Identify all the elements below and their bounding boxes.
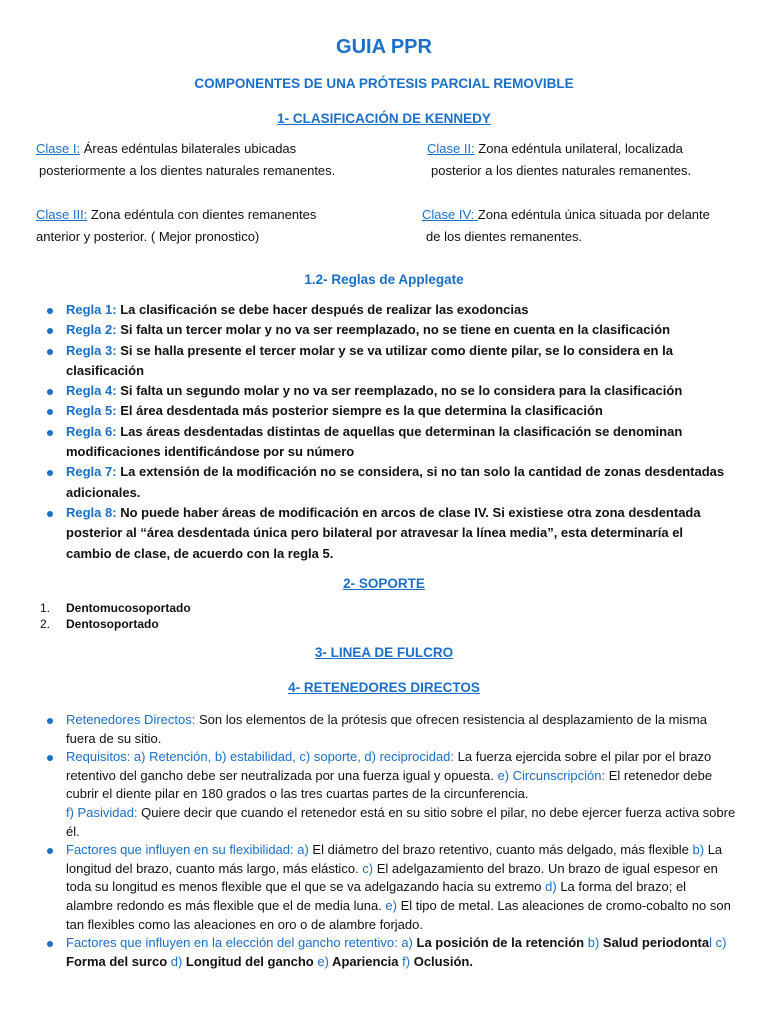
fulcro-heading-text: 3- LINEA DE FULCRO: [314, 645, 454, 660]
rule-label: Regla 6:: [66, 423, 117, 439]
rule-item: [46, 422, 726, 463]
clase-4-label: Clase IV:: [422, 207, 478, 222]
item-text-f: Oclusión.: [410, 953, 473, 969]
clase-2-line1: Zona edéntula unilateral, localizada: [474, 141, 683, 156]
item-text-a: La posición de la retención: [412, 935, 588, 951]
list-text: Dentosoportado: [66, 616, 159, 631]
item-label-d: d): [545, 879, 557, 895]
clase-3: [36, 204, 316, 248]
list-item: [46, 841, 736, 934]
item-label-b: b): [587, 935, 600, 951]
rule-label: Regla 5:: [66, 403, 117, 419]
soporte-heading-text: 2- SOPORTE: [343, 576, 425, 591]
item-label-f: f): [402, 953, 411, 969]
rule-item: [46, 300, 726, 320]
clase-4: [422, 204, 710, 248]
kennedy-heading: [0, 111, 768, 126]
list-item: [46, 748, 736, 841]
item-text: Son los elementos de la prótesis que ofrecen resistencia al desplazamiento de la misma fuera de su sitio.: [66, 712, 707, 746]
item-label-d: d): [170, 953, 183, 969]
rule-text: El área desdentada más posterior siempre es la que determina la clasificación: [116, 403, 603, 419]
list-item: [40, 601, 191, 617]
rule-text: La extensión de la modificación no se considera, si no tan solo la cantidad de zonas desdentadas adicionales.: [66, 464, 725, 500]
item-text-b: Salud periodonta: [599, 935, 710, 951]
clase-1-line2: posteriormente a los dientes naturales remanentes.: [39, 163, 336, 178]
item-label-b: b): [692, 842, 705, 858]
clase-3-line1: Zona edéntula con dientes remanentes: [87, 207, 317, 222]
clase-4-line2: de los dientes remanentes.: [426, 229, 583, 244]
rule-item: [46, 381, 726, 401]
list-number: 1.: [40, 601, 51, 615]
clase-2-line2: posterior a los dientes naturales remanentes.: [431, 163, 692, 178]
page-subtitle: COMPONENTES DE UNA PRÓTESIS PARCIAL REMOVIBLE: [194, 76, 574, 91]
item-text-e: El retenedor debe cubrir el diente pilar en 180 grados o las tres cuartas partes de la circunferencia.: [66, 767, 713, 802]
item-text: La fuerza ejercida sobre el pilar por el brazo retentivo del gancho debe ser neutralizada por una fuerza igual y opuesta.: [66, 749, 712, 783]
rule-label: Regla 2:: [66, 322, 117, 338]
clase-1-line1: Áreas edéntulas bilaterales ubicadas: [80, 141, 297, 156]
clase-2-label: Clase II:: [427, 141, 475, 156]
applegate-rules-list: [46, 300, 726, 564]
rule-item: [46, 341, 726, 382]
item-label-e: e): [317, 953, 329, 969]
rule-label: Regla 8:: [66, 504, 117, 520]
rule-text: Si se halla presente el tercer molar y se va utilizar como diente pilar, se lo considera en la clasificación: [66, 342, 673, 378]
list-text: Dentomucosoportado: [66, 601, 191, 615]
list-item: [46, 711, 736, 748]
rule-item: [46, 462, 726, 503]
rule-item: [46, 401, 726, 421]
clase-2: [427, 138, 691, 182]
rule-text: Si falta un segundo molar y no va ser reemplazado, no se lo considera para la clasificación: [116, 383, 683, 399]
list-number: 2.: [40, 616, 51, 631]
rule-text: Las áreas desdentadas distintas de aquellas que determinan la clasificación se denominan modificaciones identificándose por su número: [66, 423, 683, 460]
item-label-e: e): [385, 897, 397, 913]
list-item: [40, 617, 191, 633]
rule-label: Regla 7:: [66, 464, 117, 480]
rule-text: La clasificación se debe hacer después de realizar las exodoncias: [116, 302, 529, 317]
item-text-c: Forma del surco: [66, 953, 171, 969]
clase-1-label: Clase I:: [36, 141, 81, 156]
retenedores-list: [46, 711, 736, 971]
page-title: GUIA PPR: [336, 36, 432, 58]
soporte-list: [40, 601, 191, 632]
item-text-d: Longitud del gancho: [182, 953, 318, 969]
clase-1: [36, 138, 335, 182]
soporte-heading: [0, 576, 768, 591]
item-label: Retenedores Directos:: [66, 712, 196, 727]
applegate-heading: 1.2- Reglas de Applegate: [304, 272, 464, 287]
item-label: Factores que influyen en la elección del gancho retentivo: a): [66, 935, 413, 951]
item-label-e: e) Circunscripción:: [497, 767, 606, 783]
rule-item: [46, 320, 726, 340]
item-text-d: La forma del brazo; el alambre redondo es más flexible que el de media luna.: [66, 879, 687, 913]
item-text-e: El tipo de metal. Las aleaciones de cromo-cobalto no son tan flexibles como las aleaciones en oro o de alambre forjado.: [66, 897, 731, 932]
retenedores-heading-text: 4- RETENEDORES DIRECTOS: [288, 680, 480, 695]
item-text-a: El diámetro del brazo retentivo, cuanto más delgado, más flexible: [308, 842, 693, 858]
item-text-b: La longitud del brazo, cuanto más largo, más elástico.: [66, 842, 723, 876]
item-text-c: El adelgazamiento del brazo. Un brazo de igual espesor en toda su longitud es menos flexible que el que se va adelgazando hacia su extremo: [66, 860, 718, 895]
item-label: Factores que influyen en su flexibilidad: a): [66, 842, 309, 858]
item-label-c: c): [362, 860, 374, 876]
rule-label: Regla 4:: [66, 383, 117, 399]
item-label-c: l c): [709, 935, 727, 951]
item-text-f: Quiere decir que cuando el retenedor está en su sitio sobre el pilar, no debe ejercer fuerza activa sobre él.: [66, 804, 736, 839]
list-item: [46, 934, 736, 971]
rule-text: Si falta un tercer molar y no va ser reemplazado, no se tiene en cuenta en la clasificación: [116, 322, 671, 338]
item-label: Requisitos: a) Retención, b) estabilidad, c) soporte, d) reciprocidad:: [66, 749, 455, 765]
fulcro-heading: [0, 645, 768, 660]
clase-4-line1: Zona edéntula única situada por delante: [477, 207, 710, 222]
item-label-f: f) Pasividad:: [66, 804, 138, 820]
rule-text: No puede haber áreas de modificación en arcos de clase IV. Si existiese otra zona desdentada posterior al “área desdentada única pero bilateral por atravesar la línea media”, esta determinaría el cambio de clase, de acuerdo con la regla 5.: [66, 504, 701, 561]
clase-3-label: Clase III:: [36, 207, 88, 222]
clase-3-line2: anterior y posterior. ( Mejor pronostico): [36, 229, 260, 244]
rule-label: Regla 3:: [66, 342, 117, 358]
rule-label: Regla 1:: [66, 302, 117, 317]
rule-item: [46, 503, 726, 564]
retenedores-heading: [0, 680, 768, 695]
kennedy-heading-text: 1- CLASIFICACIÓN DE KENNEDY: [277, 111, 491, 126]
item-text-e: Apariencia: [328, 953, 403, 969]
